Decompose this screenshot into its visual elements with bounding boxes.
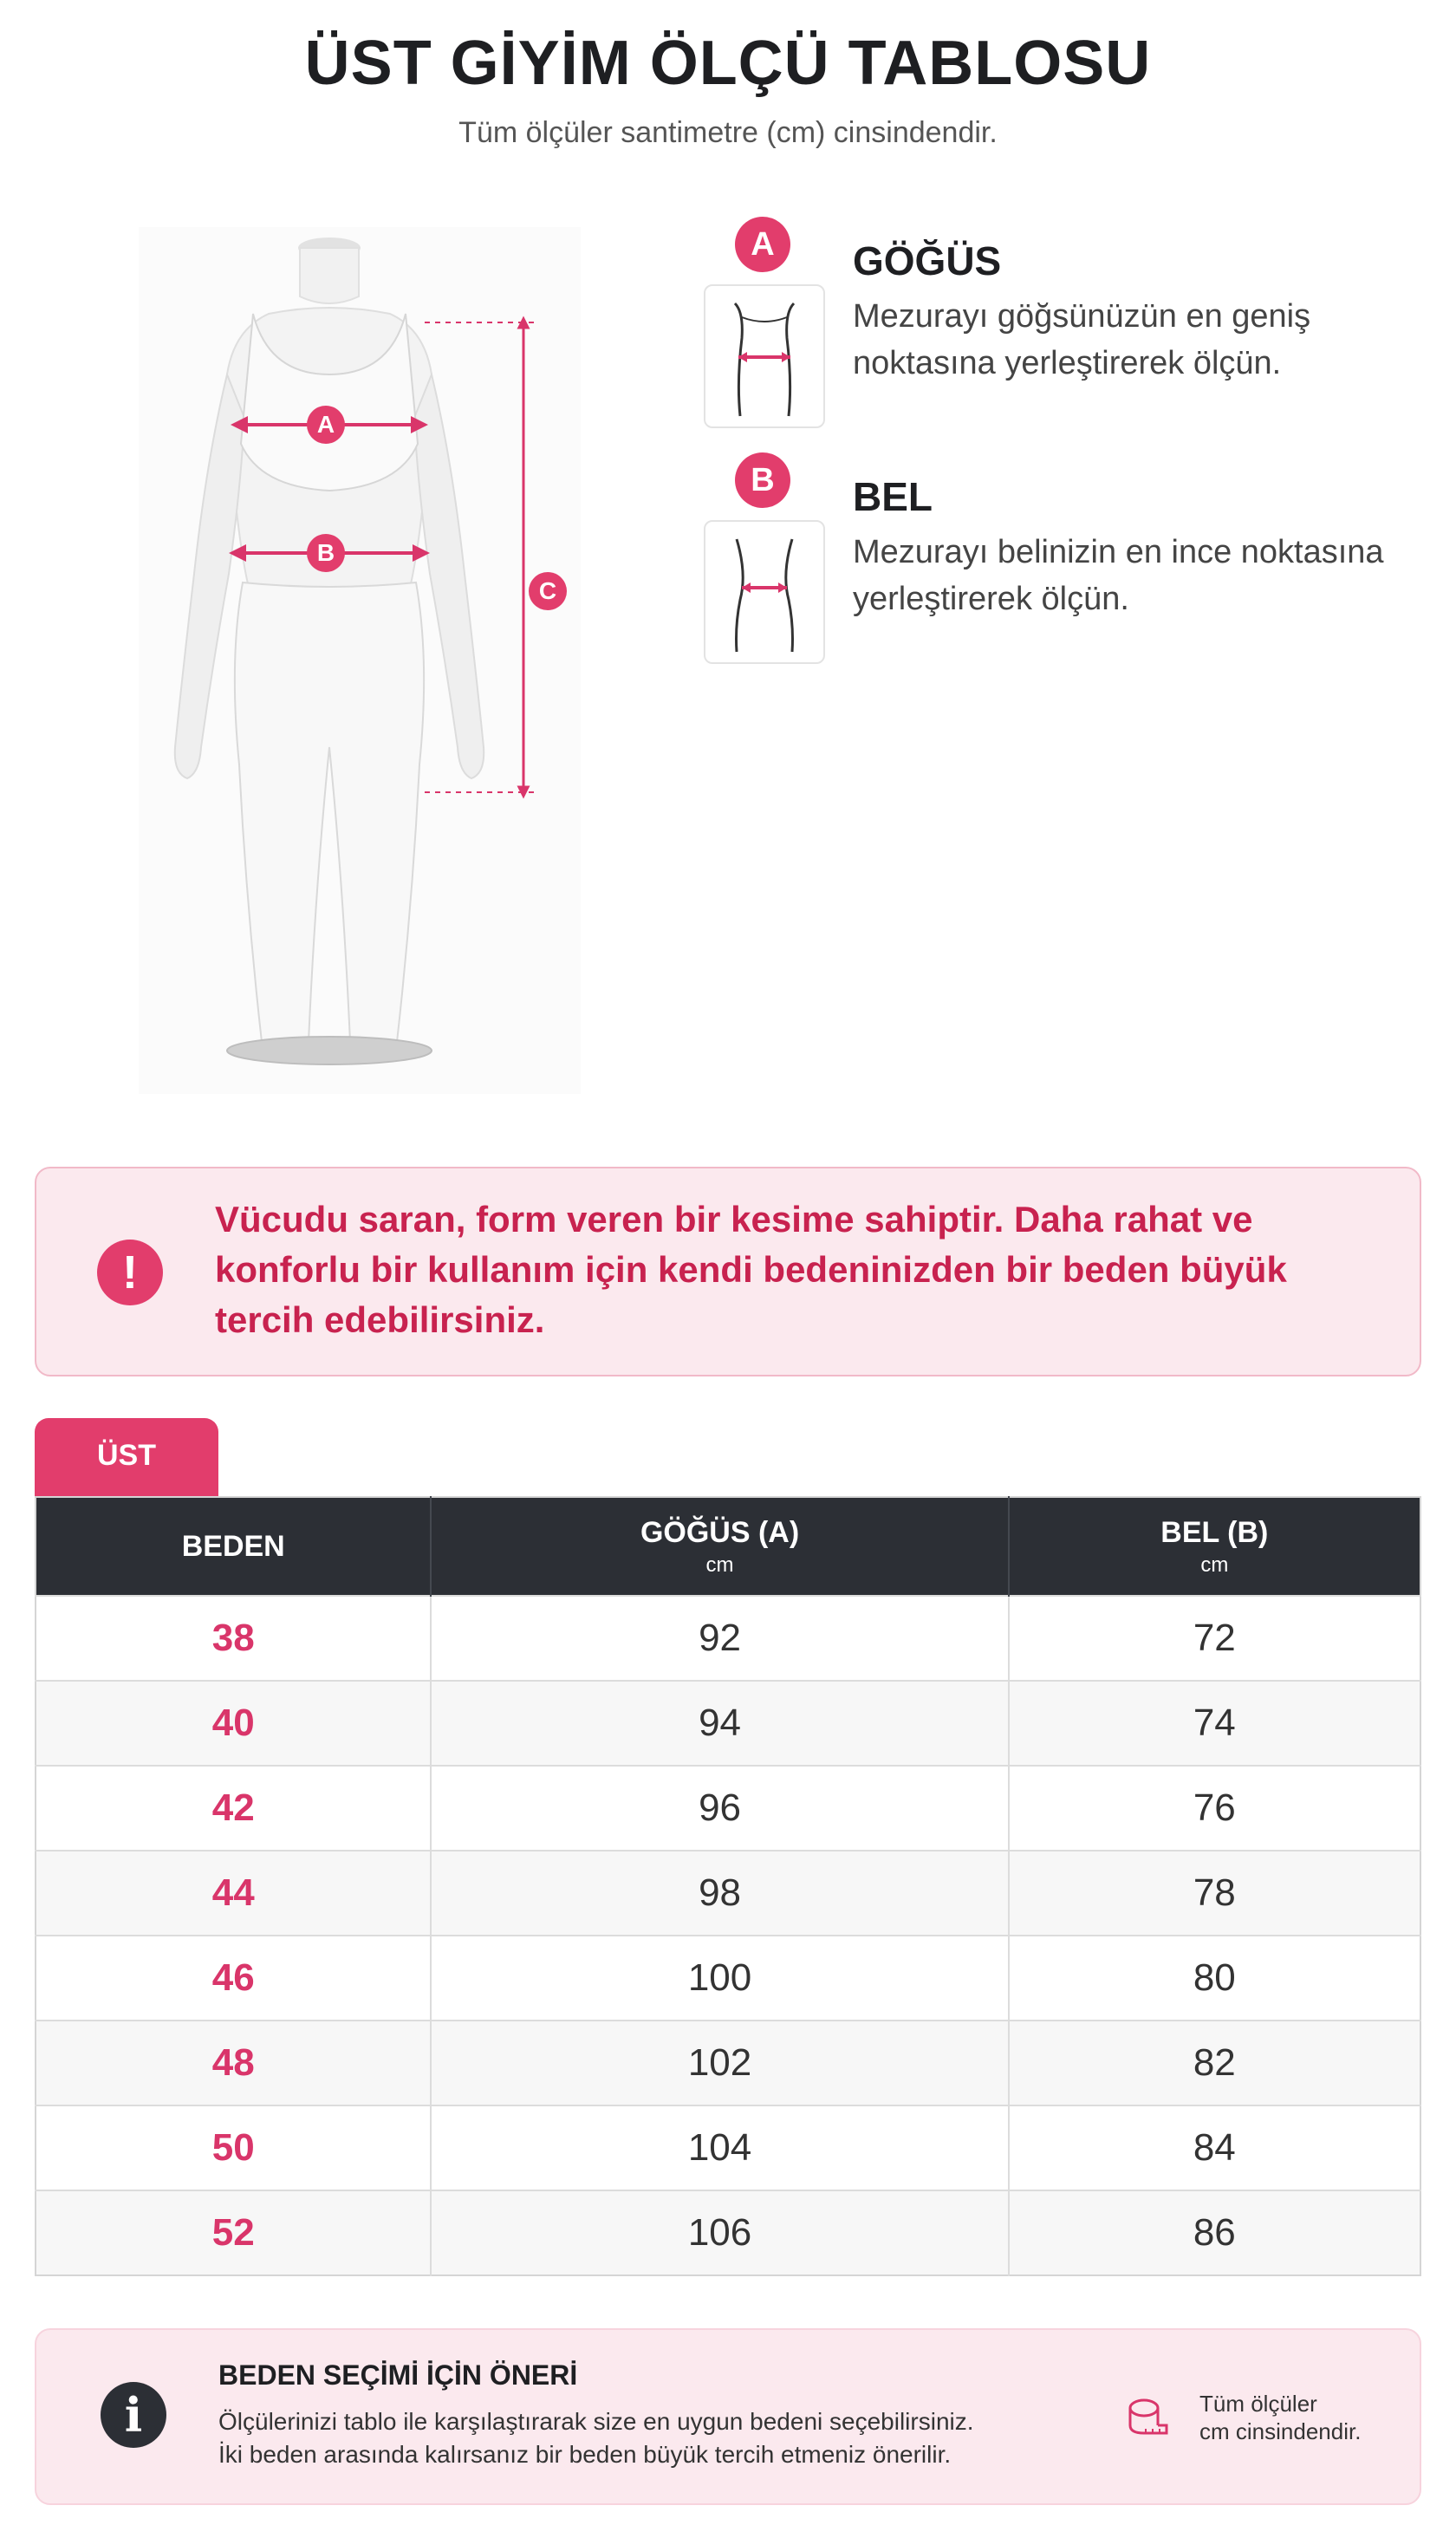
waist-cell: 80 [1009, 1936, 1420, 2021]
measurement-title: BEL [853, 474, 933, 519]
waist-cell: 86 [1009, 2190, 1420, 2275]
header-beden: BEDEN [36, 1497, 431, 1596]
info-icon: i [101, 2382, 166, 2448]
header-unit: cm [705, 1552, 734, 1577]
measurement-waist [693, 452, 1421, 661]
size-cell: 42 [36, 1766, 431, 1851]
badge-b: B [735, 452, 790, 508]
size-cell: 48 [36, 2021, 431, 2105]
table-row [36, 1766, 1420, 1851]
size-cell: 38 [36, 1596, 431, 1681]
chest-cell: 102 [431, 2021, 1008, 2105]
waist-cell: 82 [1009, 2021, 1420, 2105]
table-row [36, 1851, 1420, 1936]
waist-cell: 72 [1009, 1596, 1420, 1681]
waist-cell: 74 [1009, 1681, 1420, 1766]
chest-cell: 96 [431, 1766, 1008, 1851]
waist-cell: 78 [1009, 1851, 1420, 1936]
table-row [36, 2021, 1420, 2105]
marker-a: A [307, 406, 345, 444]
size-tip [35, 2328, 1421, 2505]
waist-measure-icon [704, 520, 825, 664]
measurement-desc: Mezurayı göğsünüzün en geniş noktasına yerleştirerek ölçün. [853, 298, 1311, 381]
mannequin-illustration [139, 227, 581, 1094]
page-subtitle: Tüm ölçüler santimetre (cm) cinsindendir. [458, 116, 998, 149]
tab-ust[interactable]: ÜST [35, 1418, 218, 1498]
tip-unit-line-2: cm cinsindendir. [1199, 2418, 1362, 2444]
fit-warning [35, 1167, 1421, 1376]
table-row [36, 1681, 1420, 1766]
exclamation-icon: ! [97, 1240, 163, 1305]
chest-cell: 92 [431, 1596, 1008, 1681]
tip-title: BEDEN SEÇİMİ İÇİN ÖNERİ [218, 2359, 578, 2391]
tape-measure-icon [1125, 2394, 1172, 2441]
page-title: ÜST GİYİM ÖLÇÜ TABLOSU [304, 29, 1152, 98]
table-row [36, 2105, 1420, 2190]
marker-b: B [307, 534, 345, 572]
chest-measure-icon [704, 284, 825, 428]
size-cell: 46 [36, 1936, 431, 2021]
tip-line-2: İki beden arasında kalırsanız bir beden büyük tercih etmeniz önerilir. [218, 2441, 952, 2468]
size-cell: 44 [36, 1851, 431, 1936]
header-bel: BEL (B) cm [1009, 1497, 1420, 1596]
chest-cell: 98 [431, 1851, 1008, 1936]
waist-cell: 76 [1009, 1766, 1420, 1851]
table-header-row [36, 1497, 1420, 1596]
mannequin-figure [139, 227, 581, 1094]
waist-cell: 84 [1009, 2105, 1420, 2190]
measurement-chest [693, 217, 1421, 425]
chest-cell: 104 [431, 2105, 1008, 2190]
badge-a: A [735, 217, 790, 272]
marker-c: C [529, 572, 567, 610]
size-cell: 50 [36, 2105, 431, 2190]
tip-line-1: Ölçülerinizi tablo ile karşılaştırarak size en uygun bedeni seçebilirsiniz. [218, 2408, 974, 2435]
size-cell: 40 [36, 1681, 431, 1766]
size-cell: 52 [36, 2190, 431, 2275]
measurement-desc: Mezurayı belinizin en ince noktasına yerleştirerek ölçün. [853, 534, 1384, 617]
tip-unit-line-1: Tüm ölçüler [1199, 2391, 1317, 2417]
header-unit: cm [1200, 1552, 1229, 1577]
table-row [36, 1596, 1420, 1681]
table-row [36, 1936, 1420, 2021]
fit-warning-text: Vücudu saran, form veren bir kesime sahiptir. Daha rahat ve konforlu bir kullanım için kendi bedeninizden bir beden büyük tercih edebilirsiniz. [215, 1199, 1287, 1340]
chest-cell: 94 [431, 1681, 1008, 1766]
header-gogus: GÖĞÜS (A) cm [431, 1497, 1008, 1596]
chest-cell: 106 [431, 2190, 1008, 2275]
size-table [35, 1496, 1421, 2276]
measurement-title: GÖĞÜS [853, 238, 1002, 283]
chest-cell: 100 [431, 1936, 1008, 2021]
table-row [36, 2190, 1420, 2275]
